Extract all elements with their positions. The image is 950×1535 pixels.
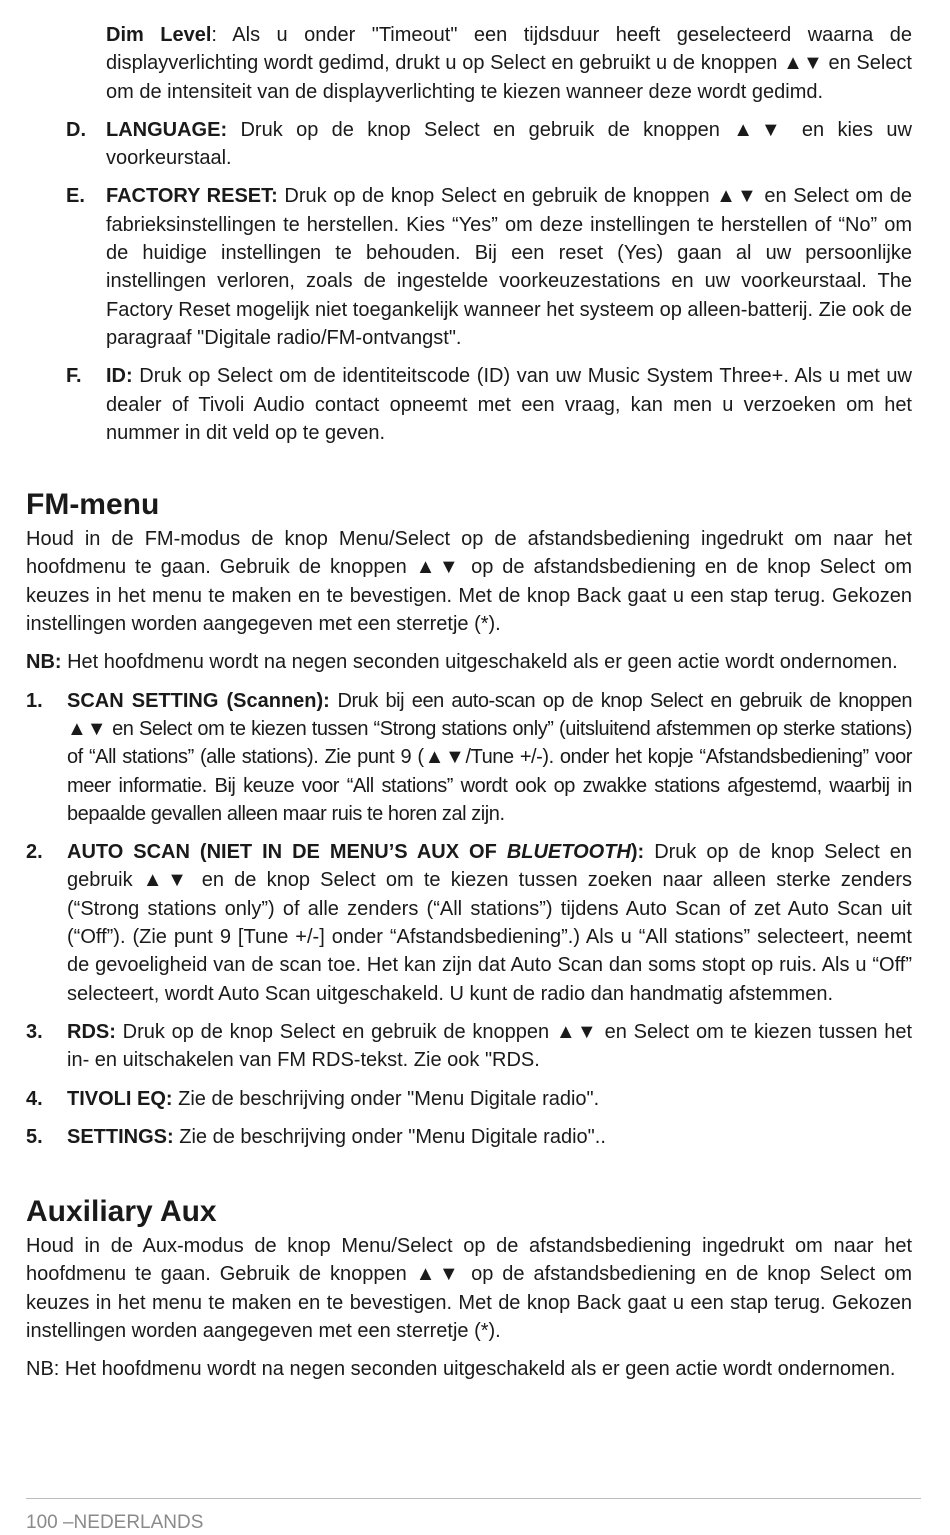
list-item-tivoli-eq (26, 1085, 912, 1113)
note-text: Het hoofdmenu wordt na negen seconden uitgeschakeld als er geen actie wordt ondernomen. (61, 651, 898, 674)
item-label: TIVOLI EQ: (67, 1087, 173, 1110)
dim-level-paragraph (106, 21, 912, 106)
item-label-italic: BLUETOOTH (506, 841, 631, 864)
fm-menu-intro: Houd in de FM-modus de knop Menu/Select op de afstandsbediening ingedrukt om naar het hoofdmenu te gaan. Gebruik de knoppen ▲▼ op de afstandsbediening en de knop Select om keuzes in het menu te maken en te bevestigen. Met de knop Back gaat u een stap terug. Gekozen instellingen worden aangegeven met een sterretje (*). (26, 528, 912, 636)
item-text: Druk op de knop Select en gebruik ▲▼ en de knop Select om te kiezen tussen zoeken naar alleen sterke zenders (“Strong stations only”) of alle zenders (“All stations”) tijdens Auto Scan of zet Auto Scan uit (“Off”). (Zie punt 9 [Tune +/-] onder “Afstandsbediening”.) Als u “All stations” selecteert, neemt de gevoeligheid van de scan toe. Het kan zijn dat Auto Scan dan soms stopt op ruis. Als u “Off” selecteert, wordt Auto Scan uitgeschakeld. U kunt de radio dan handmatig afstemmen. (67, 841, 912, 1005)
list-item-rds (26, 1018, 912, 1075)
page-content (26, 21, 912, 1394)
list-item-settings (26, 1123, 912, 1151)
list-marker: 1. (26, 689, 43, 712)
page-footer: 100 –NEDERLANDS (26, 1512, 204, 1533)
list-item-language (26, 116, 912, 173)
item-text: Zie de beschrijving onder "Menu Digitale radio".. (173, 1125, 606, 1148)
item-label: SCAN SETTING (Scannen): (67, 689, 330, 712)
item-label-start: AUTO SCAN (NIET IN DE MENU’S AUX OF (67, 841, 507, 864)
list-marker: D. (66, 118, 86, 141)
fm-menu-note (26, 648, 912, 676)
list-item-scan-setting (26, 687, 912, 828)
aux-heading: Auxiliary Aux (26, 1195, 217, 1229)
footer-divider (26, 1498, 921, 1499)
item-text: Druk bij een auto-scan op de knop Select en gebruik de knoppen ▲▼ en Select om te kiezen tussen “Strong stations only” (uitsluitend afstemmen op sterke stations) of “All stations” (alle stations). Zie punt 9 (▲▼/Tune +/-). onder het kopje “Afstandsbediening” voor meer informatie. Bij keuze voor “All stations” wordt ook op zwakke stations afgestemd, waarbij in bepaalde gevallen alleen maar ruis te horen zal zijn. (67, 689, 913, 825)
item-text: Zie de beschrijving onder "Menu Digitale radio". (172, 1087, 600, 1110)
item-label: FACTORY RESET: (106, 185, 278, 208)
list-item-factory-reset (26, 182, 912, 352)
list-marker: 2. (26, 841, 43, 864)
note-label: NB: (26, 651, 62, 674)
item-label: RDS: (67, 1020, 116, 1043)
list-item-id (26, 362, 912, 447)
list-marker: F. (66, 365, 82, 388)
item-label: LANGUAGE: (106, 118, 228, 141)
dim-level-label: Dim Level (106, 24, 212, 46)
fm-menu-heading: FM-menu (26, 488, 160, 522)
list-marker: 4. (26, 1087, 43, 1110)
item-label (67, 841, 644, 863)
item-label: ID: (106, 365, 133, 388)
item-text: Druk op de knop Select en gebruik de knoppen ▲▼ en Select om de fabrieksinstellingen te herstellen. Kies “Yes” om deze instellingen te herstellen of “No” om de huidige instellingen te behouden. Bij een reset (Yes) gaan al uw persoonlijke instellingen verloren, zoals de ingestelde voorkeuzestations en uw voorkeurstaal. The Factory Reset mogelijk niet toegankelijk wanneer het systeem op alleen-batterij. Zie ook de paragraaf "Digitale radio/FM-ontvangst". (106, 185, 912, 349)
item-text: Druk op de knop Select en gebruik de knoppen ▲▼ en Select om te kiezen tussen het in- en uitschakelen van FM RDS-tekst. Zie ook "RDS. (67, 1020, 912, 1072)
aux-intro: Houd in de Aux-modus de knop Menu/Select op de afstandsbediening ingedrukt om naar het hoofdmenu te gaan. Gebruik de knoppen ▲▼ op de afstandsbediening en de knop Select om keuzes in het menu te maken en te bevestigen. Met de knop Back gaat u een stap terug. Gekozen instellingen worden aangegeven met een sterretje (*). (26, 1235, 912, 1342)
list-marker: 5. (26, 1125, 43, 1148)
aux-note: NB: Het hoofdmenu wordt na negen seconden uitgeschakeld als er geen actie wordt ondernomen. (26, 1358, 896, 1381)
list-item-auto-scan (26, 838, 912, 1008)
item-text: Druk op de knop Select en gebruik de knoppen ▲▼ en kies uw voorkeurstaal. (106, 118, 912, 170)
item-label-end: ): (630, 841, 645, 864)
item-text: Druk op Select om de identiteitscode (ID) van uw Music System Three+. Als u met uw dealer of Tivoli Audio contact opneemt met een vraag, kan men u verzoeken om het nummer in dit veld op te geven. (106, 365, 912, 444)
list-marker: 3. (26, 1020, 43, 1043)
list-marker: E. (66, 185, 85, 208)
item-label: SETTINGS: (67, 1125, 174, 1148)
dim-level-text: : Als u onder "Timeout" een tijdsduur heeft geselecteerd waarna de displayverlichting wordt gedimd, drukt u op Select en gebruikt u de knoppen ▲▼ en Select om de intensiteit van de displayverlichting te kiezen wanneer deze wordt gedimd. (106, 24, 913, 103)
